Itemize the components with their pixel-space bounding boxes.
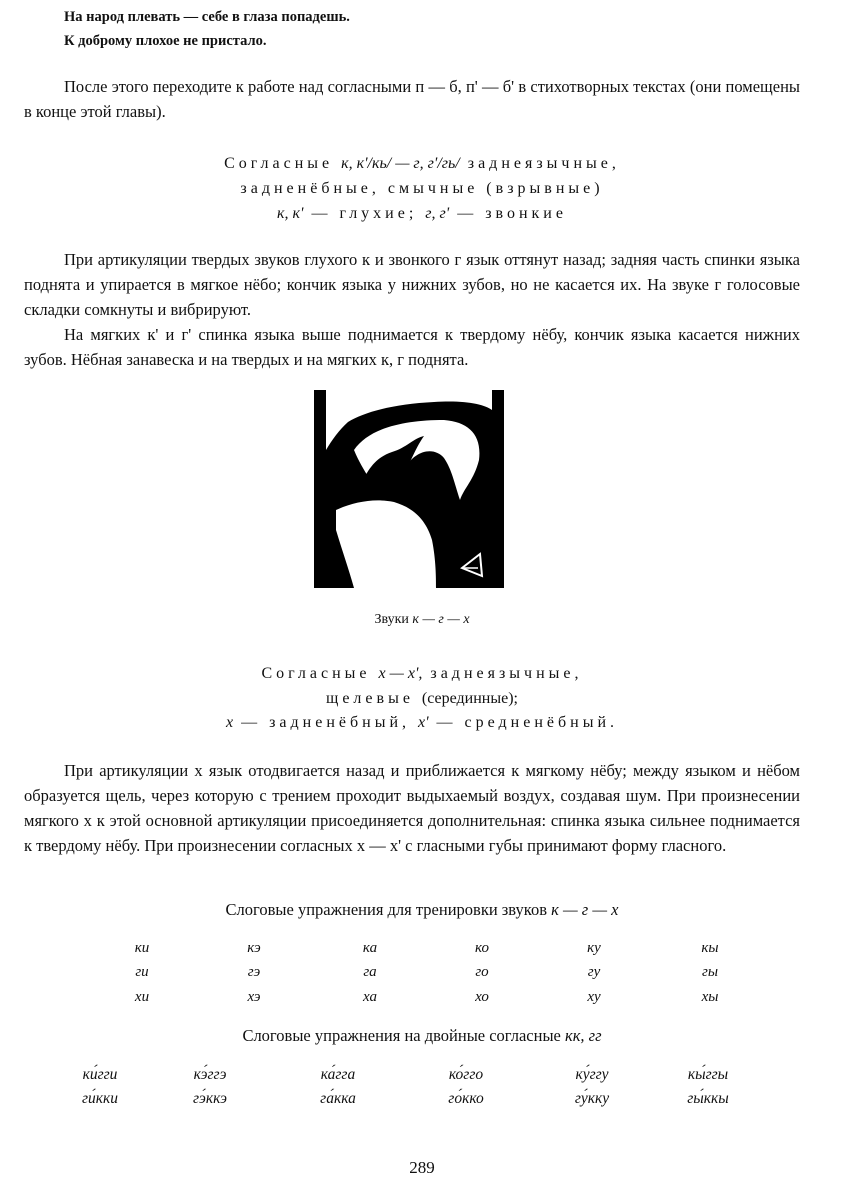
syllable: хы	[701, 989, 719, 1005]
exercise-1-title	[0, 900, 844, 920]
syllable: га	[363, 964, 377, 980]
heading-word: Согласные	[224, 155, 334, 172]
heading-word: — задненёбный,	[241, 714, 410, 731]
syllable: хо	[475, 989, 489, 1005]
articulation-diagram-image	[314, 390, 504, 588]
articulation-figure	[314, 390, 504, 588]
syllable: ка́гга	[320, 1066, 356, 1083]
syllable: ки	[134, 940, 150, 956]
syllable: хэ	[247, 989, 261, 1005]
heading-sounds: х	[225, 714, 234, 731]
syllable: го	[475, 964, 489, 980]
figure-caption	[0, 612, 844, 628]
heading-k-g-line3	[0, 202, 844, 225]
heading-sounds: г, г'	[425, 205, 450, 222]
intro-paragraph: После этого переходите к работе над согласными п — б, п' — б' в стихотворных текстах (они помещены в конце этой главы).	[24, 77, 800, 121]
heading-sounds: к, к'/кь/ — г, г'/гь/	[341, 155, 460, 172]
syllable: ку́ггу	[575, 1066, 609, 1083]
heading-word: щелевые	[326, 690, 414, 707]
syllable: ху	[587, 989, 601, 1005]
syllable: ку	[587, 940, 601, 956]
heading-k-g-line1	[0, 152, 844, 175]
articulation-paragraph-hard: При артикуляции твердых звуков глухого к и звонкого г язык оттянут назад; задняя часть спинки языка поднята и упирается в мягкое нёбо; кончик языка у нижних зубов, но не касается их. На звуке г голосовые складки сомкнуты и вибрируют.	[24, 250, 800, 319]
syllable: кы	[701, 940, 719, 956]
caption-label: Звуки	[374, 612, 409, 627]
heading-word: — звонкие	[457, 205, 567, 222]
exercise-title-text: Слоговые упражнения на двойные согласные	[242, 1026, 561, 1045]
heading-sounds: х — х',	[378, 665, 423, 682]
syllable: гу́кку	[574, 1090, 610, 1107]
exercise-title-text: Слоговые упражнения для тренировки звуков	[225, 900, 547, 919]
heading-sounds: х'	[418, 714, 429, 731]
syllable: гы	[701, 964, 718, 980]
heading-sounds: к, к'	[277, 205, 304, 222]
syllable: ко́гго	[448, 1066, 484, 1083]
syllable: гы́ккы	[687, 1090, 729, 1107]
syllable: ка	[362, 940, 378, 956]
caption-sounds: к — г — х	[412, 612, 470, 627]
exercise-2-title	[0, 1026, 844, 1046]
articulation-paragraph-soft: На мягких к' и г' спинка языка выше поднимается к твердому нёбу, кончик языка касается нижних зубов. Нёбная занавеска и на твердых и на мягких к, г поднята.	[24, 325, 800, 369]
heading-word: (серединные);	[421, 690, 518, 707]
syllable: ги	[135, 964, 149, 980]
heading-word: заднеязычные,	[467, 155, 620, 172]
proverb-1: На народ плевать — себе в глаза попадешь.	[64, 9, 350, 25]
heading-word: — средненёбный.	[436, 714, 619, 731]
heading-k-g-line2: задненёбные, смычные (взрывные)	[240, 180, 604, 197]
syllable: гу	[587, 964, 601, 980]
heading-word: заднеязычные,	[430, 665, 583, 682]
syllable: кы́ггы	[687, 1066, 729, 1083]
exercise-sounds: кк, гг	[565, 1026, 602, 1045]
syllable: ко	[475, 940, 489, 956]
heading-x-line1	[0, 662, 844, 685]
proverb-2: К доброму плохое не пристало.	[64, 33, 267, 49]
syllable: кэ	[247, 940, 261, 956]
heading-x-line3	[0, 711, 844, 734]
syllable: ки́гги	[82, 1066, 118, 1083]
syllable: го́кко	[448, 1090, 484, 1107]
heading-word: Согласные	[261, 665, 371, 682]
syllable: хи	[134, 989, 150, 1005]
syllable: ги́кки	[81, 1090, 119, 1107]
syllable: кэ́ггэ	[193, 1066, 227, 1083]
articulation-paragraph-x: При артикуляции х язык отодвигается назад и приближается к мягкому нёбу; между языком и нёбом образуется щель, через которую с трением проходит выдыхаемый воздух, создавая шум. При произнесении мягкого х к этой основной артикуляции присоединяется дополнительная: спинка языка сильнее поднимается к твердому нёбу. При произнесении согласных х — х' с гласными губы принимают форму гласного.	[24, 761, 800, 855]
syllable: гэ	[247, 964, 261, 980]
heading-x-line2	[0, 687, 844, 710]
page-number: 289	[409, 1158, 435, 1177]
syllable: гэ́ккэ	[192, 1090, 227, 1107]
exercise-sounds: к — г — х	[551, 900, 619, 919]
syllable: га́кка	[320, 1090, 356, 1107]
syllable: ха	[363, 989, 377, 1005]
heading-word: — глухие;	[311, 205, 418, 222]
